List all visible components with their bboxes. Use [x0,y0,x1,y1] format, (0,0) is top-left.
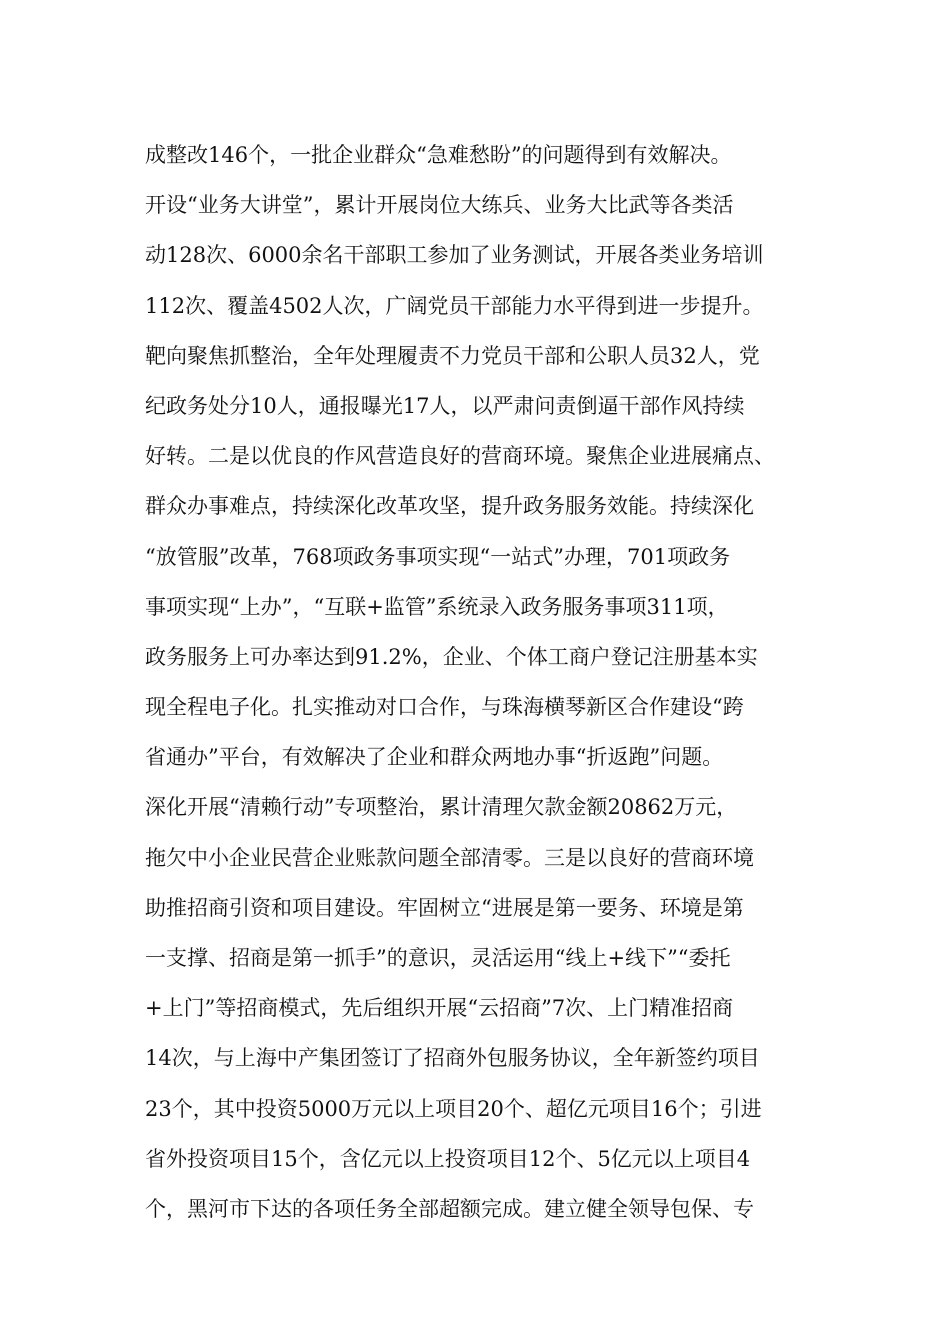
text-line: 纪政务处分10人，通报曝光17人，以严肃问责倒逼干部作风持续 [145,393,745,418]
text-line: 23个，其中投资5000万元以上项目20个、超亿元项目16个；引进 [145,1096,762,1121]
text-line: 群众办事难点，持续深化改革攻坚，提升政务服务效能。持续深化 [145,494,754,519]
text-line: 拖欠中小企业民营企业账款问题全部清零。三是以良好的营商环境 [145,845,754,870]
text-line: 好转。二是以优良的作风营造良好的营商环境。聚焦企业进展痛点、 [145,444,775,469]
body-text [145,130,825,1234]
text-line: 个，黑河市下达的各项任务全部超额完成。建立健全领导包保、专 [145,1196,754,1221]
text-line: +上门”等招商模式，先后组织开展“云招商”7次、上门精准招商 [145,996,734,1021]
text-line: 省通办”平台，有效解决了企业和群众两地办事“折返跑”问题。 [145,745,724,770]
text-line: 一支撑、招商是第一抓手”的意识，灵活运用“线上+线下”“委托 [145,946,731,970]
text-line: 动128次、6000余名干部职工参加了业务测试，开展各类业务培训 [145,243,764,268]
text-line: 成整改146个，一批企业群众“急难愁盼”的问题得到有效解决。 [145,143,732,167]
text-line: 省外投资项目15个，含亿元以上投资项目12个、5亿元以上项目4 [145,1146,751,1171]
text-line: “放管服”改革，768项政务事项实现“一站式”办理，701项政务 [145,544,731,569]
text-line: 现全程电子化。扎实推动对口合作，与珠海横琴新区合作建设“跨 [145,695,744,720]
text-line: 事项实现“上办”，“互联+监管”系统录入政务服务事项311项， [145,594,729,619]
text-line: 助推招商引资和项目建设。牢固树立“进展是第一要务、环境是第 [145,895,744,920]
text-line: 深化开展“清赖行动”专项整治，累计清理欠款金额20862万元， [145,795,738,820]
text-line: 14次，与上海中产集团签订了招商外包服务协议，全年新签约项目 [145,1046,760,1071]
text-line: 政务服务上可办率达到91.2%，企业、个体工商户登记注册基本实 [145,644,758,669]
text-line: 靶向聚焦抓整治，全年处理履责不力党员干部和公职人员32人，党 [145,343,760,368]
text-line: 开设“业务大讲堂”，累计开展岗位大练兵、业务大比武等各类活 [145,193,734,218]
text-line: 112次、覆盖4502人次，广阔党员干部能力水平得到进一步提升。 [145,293,764,318]
